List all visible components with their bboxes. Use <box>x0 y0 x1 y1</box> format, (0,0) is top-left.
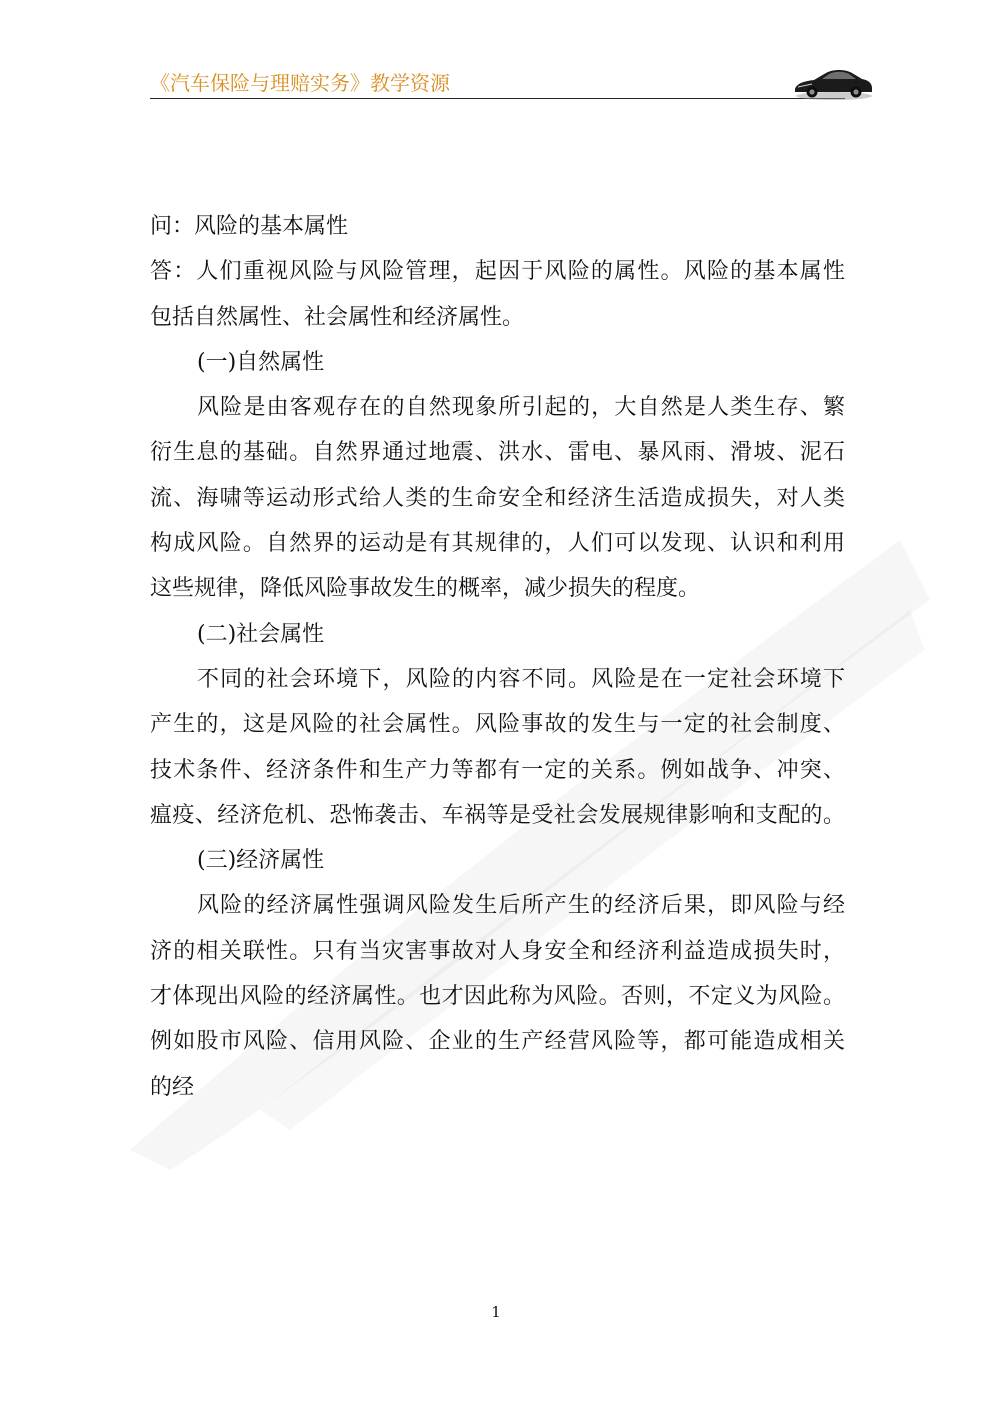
page-number: 1 <box>491 1303 501 1321</box>
document-body <box>150 204 845 1110</box>
answer-line: 答：人们重视风险与风险管理，起因于风险的属性。风险的基本属性 <box>150 259 845 285</box>
paragraph-line: 风险是由客观存在的自然现象所引起的，大自然是人类生存、繁 <box>197 395 845 421</box>
paragraph-line: 构成风险。自然界的运动是有其规律的，人们可以发现、认识和利用 <box>150 531 845 557</box>
paragraph-line: 的经 <box>150 1074 195 1100</box>
paragraph-line: 例如股市风险、信用风险、企业的生产经营风险等，都可能造成相关 <box>150 1029 845 1055</box>
paragraph-line: 才体现出风险的经济属性。也才因此称为风险。否则，不定义为风险。 <box>150 984 845 1010</box>
section-heading: (二)社会属性 <box>197 621 325 647</box>
paragraph-line: 风险的经济属性强调风险发生后所产生的经济后果，即风险与经 <box>197 893 845 919</box>
sports-car-icon <box>792 62 874 102</box>
paragraph-line: 济的相关联性。只有当灾害事故对人身安全和经济利益造成损失时， <box>150 938 845 964</box>
paragraph-line: 这些规律，降低风险事故发生的概率，减少损失的程度。 <box>150 576 701 602</box>
question-line: 问：风险的基本属性 <box>150 214 349 239</box>
paragraph-line: 衍生息的基础。自然界通过地震、洪水、雷电、暴风雨、滑坡、泥石 <box>150 440 845 466</box>
paragraph-line: 产生的，这是风险的社会属性。风险事故的发生与一定的社会制度、 <box>150 712 845 738</box>
paragraph-line: 不同的社会环境下，风险的内容不同。风险是在一定社会环境下 <box>197 666 845 692</box>
paragraph-line: 技术条件、经济条件和生产力等都有一定的关系。例如战争、冲突、 <box>150 757 845 783</box>
header-divider <box>150 98 845 99</box>
section-heading: (三)经济属性 <box>197 848 325 874</box>
section-heading: (一)自然属性 <box>197 349 325 375</box>
paragraph-line: 流、海啸等运动形式给人类的生命安全和经济生活造成损失，对人类 <box>150 485 845 511</box>
paragraph-line: 瘟疫、经济危机、恐怖袭击、车祸等是受社会发展规律影响和支配的。 <box>150 802 845 828</box>
header-title: 《汽车保险与理赔实务》教学资源 <box>150 71 450 95</box>
answer-line: 包括自然属性、社会属性和经济属性。 <box>150 304 525 330</box>
